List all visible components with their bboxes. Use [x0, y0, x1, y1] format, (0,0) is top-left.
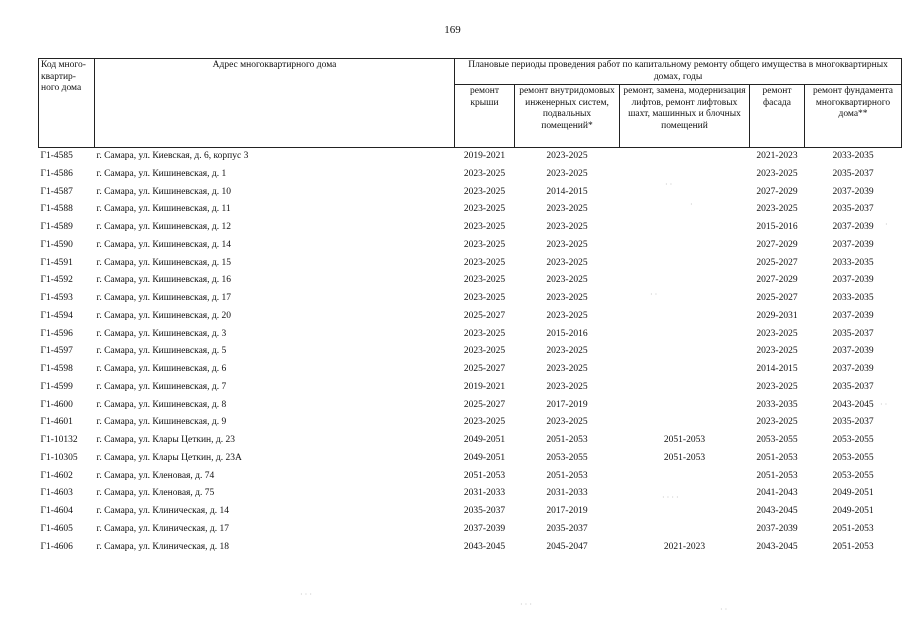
row-facade-period: 2023-2025	[756, 417, 798, 428]
row-engineering-period: 2023-2025	[546, 346, 588, 357]
scan-speckle: · ·	[665, 180, 673, 189]
row-elevators-period	[620, 184, 750, 202]
row-address: г. Самара, ул. Клары Цеткин, д. 23	[96, 435, 235, 445]
row-engineering-period: 2045-2047	[546, 541, 588, 552]
row-roof-period: 2023-2025	[463, 222, 506, 232]
header-elevators: ремонт, замена, модернизация лифтов, ремонт лифтовых шахт, машинных и блочных помещений	[620, 85, 750, 148]
row-foundation-period: 2053-2055	[832, 452, 874, 463]
row-facade-period: 2027-2029	[756, 239, 798, 250]
row-engineering-period: 2023-2025	[546, 222, 588, 232]
row-elevators-period	[620, 414, 750, 432]
row-code: Г1-4606	[40, 541, 73, 552]
row-address: г. Самара, ул. Кишиневская, д. 9	[96, 417, 227, 428]
table-row	[39, 379, 902, 397]
row-address: г. Самара, ул. Кишиневская, д. 11	[96, 204, 231, 215]
row-facade-period: 2043-2045	[756, 506, 798, 516]
row-code: Г1-4605	[40, 523, 73, 534]
row-elevators-period	[620, 397, 750, 415]
row-roof-period: 2019-2021	[463, 151, 506, 161]
row-address: г. Самара, ул. Кишиневская, д. 16	[96, 275, 231, 286]
row-code: Г1-4589	[40, 222, 73, 232]
row-facade-period: 2051-2053	[756, 470, 798, 481]
row-engineering-period: 2023-2025	[546, 168, 588, 179]
table-row	[39, 308, 902, 326]
row-address: г. Самара, ул. Кишиневская, д. 17	[96, 293, 231, 303]
row-elevators-period	[620, 272, 750, 290]
row-elevators-period: 2051-2053	[663, 452, 706, 463]
row-facade-period: 2043-2045	[756, 541, 798, 552]
row-address: г. Самара, ул. Кишиневская, д. 14	[96, 239, 231, 250]
row-facade-period: 2027-2029	[756, 275, 798, 286]
scan-speckle: · · ·	[300, 590, 312, 599]
row-elevators-period	[620, 219, 750, 237]
row-address: г. Самара, ул. Кишиневская, д. 1	[96, 168, 227, 179]
row-code: Г1-4593	[40, 293, 73, 303]
row-address: г. Самара, ул. Кишиневская, д. 5	[96, 346, 227, 357]
row-address: г. Самара, ул. Кишиневская, д. 8	[96, 399, 227, 410]
header-address: Адрес многоквартирного дома	[95, 59, 455, 148]
row-facade-period: 2029-2031	[756, 310, 798, 321]
row-elevators-period: 2051-2053	[663, 435, 706, 445]
row-engineering-period: 2023-2025	[546, 257, 588, 268]
row-engineering-period: 2023-2025	[546, 310, 588, 321]
row-code: Г1-4600	[40, 399, 73, 410]
header-facade: ремонт фасада	[750, 85, 805, 148]
table-row	[39, 237, 902, 255]
table-row	[39, 397, 902, 415]
row-code: Г1-4603	[40, 488, 73, 499]
row-roof-period: 2023-2025	[463, 328, 506, 339]
row-facade-period: 2033-2035	[756, 399, 798, 410]
row-address: г. Самара, ул. Кишиневская, д. 3	[96, 328, 227, 339]
header-code: Код много-квартир-ного дома	[39, 59, 95, 148]
row-code: Г1-4592	[40, 275, 73, 286]
row-engineering-period: 2023-2025	[546, 364, 588, 374]
scan-speckle: · ·	[880, 400, 888, 409]
row-elevators-period	[620, 485, 750, 503]
row-foundation-period: 2037-2039	[832, 222, 874, 232]
row-foundation-period: 2043-2045	[832, 399, 874, 410]
row-engineering-period: 2015-2016	[546, 328, 588, 339]
row-foundation-period: 2037-2039	[832, 186, 874, 197]
header-roof: ремонт крыши	[455, 85, 515, 148]
row-facade-period: 2025-2027	[756, 257, 798, 268]
header-foundation: ремонт фундамента многоквартирного дома**	[805, 85, 902, 148]
row-code: Г1-4590	[40, 239, 73, 250]
row-foundation-period: 2033-2035	[832, 293, 874, 303]
row-roof-period: 2023-2025	[463, 168, 506, 179]
table-row	[39, 485, 902, 503]
row-engineering-period: 2017-2019	[546, 399, 588, 410]
row-roof-period: 2019-2021	[463, 381, 506, 392]
row-elevators-period	[620, 148, 750, 166]
row-elevators-period	[620, 503, 750, 521]
row-facade-period: 2023-2025	[756, 168, 798, 179]
table-row	[39, 521, 902, 539]
row-foundation-period: 2037-2039	[832, 275, 874, 286]
row-foundation-period: 2037-2039	[832, 364, 874, 374]
table-row	[39, 450, 902, 468]
table-row	[39, 219, 902, 237]
row-facade-period: 2053-2055	[756, 435, 798, 445]
row-facade-period: 2023-2025	[756, 381, 798, 392]
row-address: г. Самара, ул. Кишиневская, д. 20	[96, 310, 231, 321]
row-elevators-period: 2021-2023	[663, 541, 706, 552]
row-engineering-period: 2023-2025	[546, 275, 588, 286]
row-address: г. Самара, ул. Клиническая, д. 18	[96, 541, 229, 552]
row-engineering-period: 2023-2025	[546, 239, 588, 250]
row-foundation-period: 2035-2037	[832, 417, 874, 428]
row-code: Г1-4594	[40, 310, 73, 321]
row-roof-period: 2023-2025	[463, 417, 506, 428]
row-address: г. Самара, ул. Кишиневская, д. 6	[96, 364, 227, 374]
row-facade-period: 2051-2053	[756, 452, 798, 463]
row-engineering-period: 2023-2025	[546, 293, 588, 303]
table-row	[39, 361, 902, 379]
row-elevators-period	[620, 201, 750, 219]
table-row	[39, 166, 902, 184]
row-elevators-period	[620, 468, 750, 486]
scan-speckle: · ·	[650, 290, 658, 299]
row-foundation-period: 2035-2037	[832, 328, 874, 339]
row-elevators-period	[620, 255, 750, 273]
row-roof-period: 2049-2051	[463, 435, 506, 445]
row-facade-period: 2037-2039	[756, 523, 798, 534]
row-code: Г1-4599	[40, 381, 73, 392]
table-row	[39, 343, 902, 361]
row-facade-period: 2015-2016	[756, 222, 798, 232]
table-row	[39, 148, 902, 166]
row-facade-period: 2023-2025	[756, 346, 798, 357]
row-roof-period: 2035-2037	[463, 506, 506, 516]
table-row	[39, 201, 902, 219]
scan-speckle: · ·	[720, 605, 728, 614]
row-facade-period: 2021-2023	[756, 151, 798, 161]
row-address: г. Самара, ул. Киевская, д. 6, корпус 3	[96, 151, 249, 161]
row-roof-period: 2049-2051	[463, 452, 506, 463]
row-address: г. Самара, ул. Кишиневская, д. 10	[96, 186, 231, 197]
row-engineering-period: 2017-2019	[546, 506, 588, 516]
row-address: г. Самара, ул. Клары Цеткин, д. 23А	[96, 452, 242, 463]
scan-speckle: · · ·	[520, 600, 532, 609]
header-periods-group: Плановые периоды проведения работ по капитальному ремонту общего имущества в многоквартирных домах, годы	[455, 59, 902, 85]
row-address: г. Самара, ул. Кишиневская, д. 7	[96, 381, 227, 392]
row-elevators-period	[620, 361, 750, 379]
row-roof-period: 2023-2025	[463, 204, 506, 215]
row-address: г. Самара, ул. Кленовая, д. 75	[96, 488, 215, 499]
row-roof-period: 2025-2027	[463, 399, 506, 410]
row-code: Г1-4586	[40, 168, 73, 179]
row-engineering-period: 2023-2025	[546, 381, 588, 392]
row-foundation-period: 2035-2037	[832, 204, 874, 215]
row-code: Г1-10132	[40, 435, 78, 445]
row-elevators-period	[620, 237, 750, 255]
row-code: Г1-4588	[40, 204, 73, 215]
row-roof-period: 2051-2053	[463, 470, 506, 481]
table-row	[39, 290, 902, 308]
row-roof-period: 2043-2045	[463, 541, 506, 552]
table-row	[39, 255, 902, 273]
table-row	[39, 326, 902, 344]
row-roof-period: 2023-2025	[463, 346, 506, 357]
row-roof-period: 2023-2025	[463, 257, 506, 268]
table-row	[39, 414, 902, 432]
row-elevators-period	[620, 308, 750, 326]
row-engineering-period: 2023-2025	[546, 417, 588, 428]
row-code: Г1-4587	[40, 186, 73, 197]
row-facade-period: 2023-2025	[756, 328, 798, 339]
row-roof-period: 2023-2025	[463, 239, 506, 250]
page-number: 169	[444, 24, 461, 36]
row-foundation-period: 2037-2039	[832, 239, 874, 250]
row-roof-period: 2023-2025	[463, 275, 506, 286]
row-foundation-period: 2051-2053	[832, 523, 874, 534]
row-foundation-period: 2053-2055	[832, 435, 874, 445]
row-elevators-period	[620, 166, 750, 184]
scan-speckle: ·	[885, 220, 888, 229]
row-foundation-period: 2033-2035	[832, 151, 874, 161]
row-foundation-period: 2049-2051	[832, 488, 874, 499]
row-facade-period: 2027-2029	[756, 186, 798, 197]
row-address: г. Самара, ул. Кишиневская, д. 15	[96, 257, 231, 268]
row-roof-period: 2023-2025	[463, 186, 506, 197]
row-elevators-period	[620, 343, 750, 361]
row-facade-period: 2041-2043	[756, 488, 798, 499]
row-code: Г1-4604	[40, 506, 73, 516]
row-foundation-period: 2035-2037	[832, 168, 874, 179]
row-foundation-period: 2049-2051	[832, 506, 874, 516]
header-engineering: ремонт внутридомовых инженерных систем, подвальных помещений*	[515, 85, 620, 148]
row-engineering-period: 2014-2015	[546, 186, 588, 197]
row-code: Г1-4602	[40, 470, 73, 481]
row-engineering-period: 2051-2053	[546, 470, 588, 481]
row-code: Г1-4597	[40, 346, 73, 357]
row-foundation-period: 2051-2053	[832, 541, 874, 552]
row-roof-period: 2025-2027	[463, 310, 506, 321]
row-engineering-period: 2035-2037	[546, 523, 588, 534]
row-code: Г1-4591	[40, 257, 73, 268]
table-row	[39, 184, 902, 202]
row-code: Г1-4596	[40, 328, 73, 339]
table-row	[39, 272, 902, 290]
row-engineering-period: 2053-2055	[546, 452, 588, 463]
row-elevators-period	[620, 290, 750, 308]
capital-repair-table	[38, 58, 902, 556]
scan-speckle: · · · ·	[662, 493, 679, 502]
row-foundation-period: 2037-2039	[832, 346, 874, 357]
row-address: г. Самара, ул. Клиническая, д. 17	[96, 523, 229, 534]
row-roof-period: 2031-2033	[463, 488, 506, 499]
row-foundation-period: 2033-2035	[832, 257, 874, 268]
row-facade-period: 2023-2025	[756, 204, 798, 215]
row-foundation-period: 2037-2039	[832, 310, 874, 321]
row-roof-period: 2037-2039	[463, 523, 506, 534]
row-facade-period: 2025-2027	[756, 293, 798, 303]
row-foundation-period: 2053-2055	[832, 470, 874, 481]
row-address: г. Самара, ул. Кленовая, д. 74	[96, 470, 215, 481]
row-foundation-period: 2035-2037	[832, 381, 874, 392]
row-address: г. Самара, ул. Кишиневская, д. 12	[96, 222, 231, 232]
table-row	[39, 539, 902, 557]
row-roof-period: 2023-2025	[463, 293, 506, 303]
row-code: Г1-4598	[40, 364, 73, 374]
row-facade-period: 2014-2015	[756, 364, 798, 374]
table-row	[39, 432, 902, 450]
table-row	[39, 468, 902, 486]
row-elevators-period	[620, 379, 750, 397]
row-engineering-period: 2051-2053	[546, 435, 588, 445]
scan-speckle: ·	[690, 200, 693, 209]
table-body	[39, 148, 902, 557]
table-row	[39, 503, 902, 521]
row-elevators-period	[620, 521, 750, 539]
row-engineering-period: 2023-2025	[546, 204, 588, 215]
row-code: Г1-4601	[40, 417, 73, 428]
row-engineering-period: 2023-2025	[546, 151, 588, 161]
row-roof-period: 2025-2027	[463, 364, 506, 374]
row-code: Г1-10305	[40, 452, 78, 463]
row-elevators-period	[620, 326, 750, 344]
row-engineering-period: 2031-2033	[546, 488, 588, 499]
row-code: Г1-4585	[40, 151, 73, 161]
row-address: г. Самара, ул. Клиническая, д. 14	[96, 506, 229, 516]
